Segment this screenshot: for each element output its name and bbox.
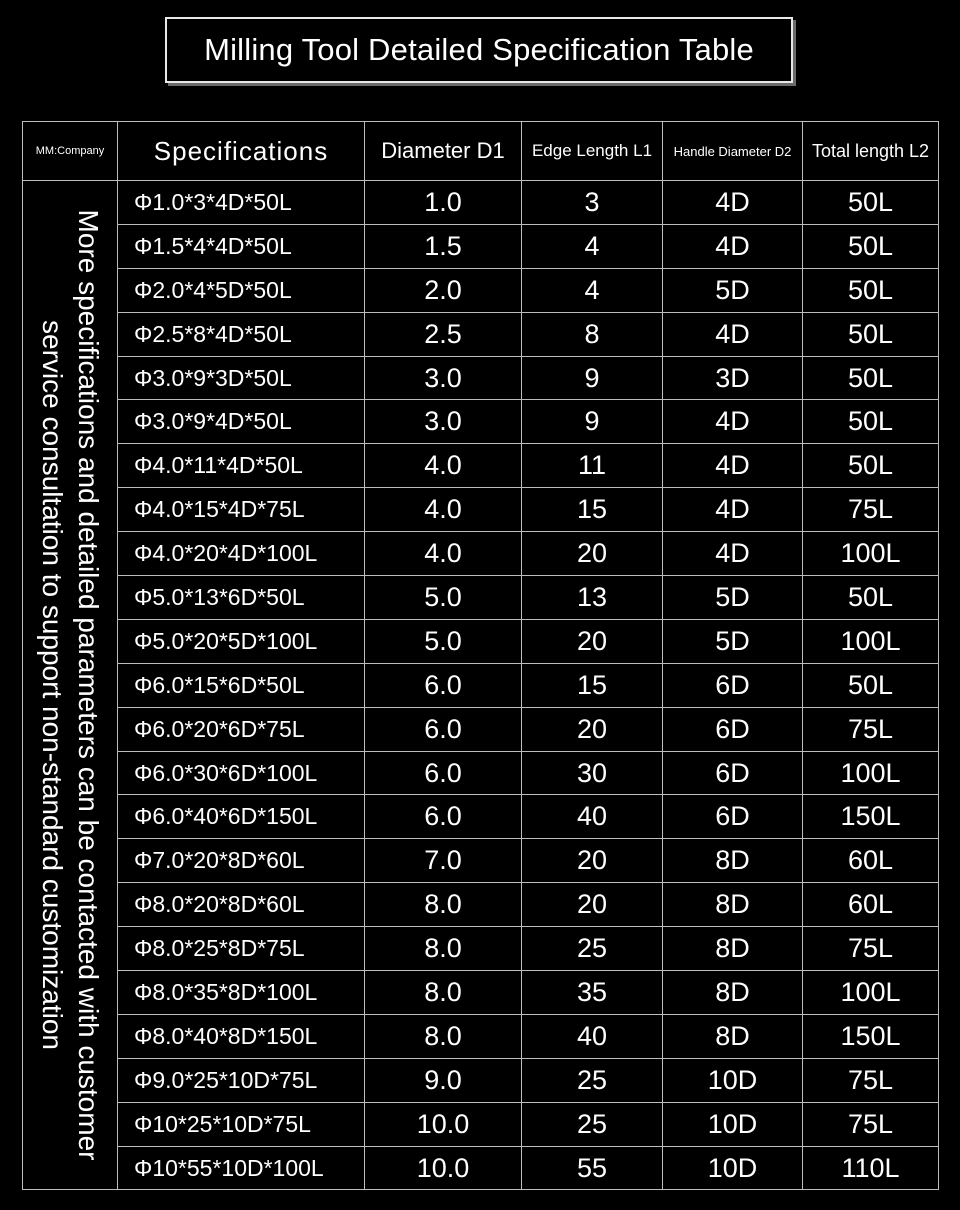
cell-handle-diameter-d2: 4D: [663, 488, 803, 532]
cell-edge-length-l1: 40: [522, 795, 663, 839]
cell-diameter-d1: 8.0: [365, 927, 522, 971]
cell-total-length-l2: 75L: [803, 707, 939, 751]
cell-specification: Φ8.0*25*8D*75L: [118, 927, 365, 971]
cell-diameter-d1: 4.0: [365, 532, 522, 576]
cell-edge-length-l1: 4: [522, 268, 663, 312]
cell-edge-length-l1: 20: [522, 707, 663, 751]
cell-total-length-l2: 50L: [803, 400, 939, 444]
header-specifications: Specifications: [118, 122, 365, 181]
cell-diameter-d1: 4.0: [365, 444, 522, 488]
header-edge-length-l1: Edge Length L1: [522, 122, 663, 181]
table-row: [23, 1058, 939, 1102]
cell-diameter-d1: 2.5: [365, 312, 522, 356]
cell-edge-length-l1: 55: [522, 1146, 663, 1190]
table-row: [23, 268, 939, 312]
table-row: [23, 532, 939, 576]
header-total-length-l2: Total length L2: [803, 122, 939, 181]
spec-table: [22, 121, 939, 1190]
table-row: [23, 444, 939, 488]
cell-handle-diameter-d2: 10D: [663, 1146, 803, 1190]
table-row: [23, 619, 939, 663]
cell-total-length-l2: 50L: [803, 224, 939, 268]
table-row: [23, 356, 939, 400]
cell-edge-length-l1: 25: [522, 1058, 663, 1102]
cell-specification: Φ5.0*20*5D*100L: [118, 619, 365, 663]
table-row: [23, 883, 939, 927]
cell-diameter-d1: 6.0: [365, 751, 522, 795]
cell-edge-length-l1: 9: [522, 400, 663, 444]
cell-total-length-l2: 50L: [803, 576, 939, 620]
cell-total-length-l2: 50L: [803, 444, 939, 488]
cell-specification: Φ4.0*11*4D*50L: [118, 444, 365, 488]
cell-specification: Φ5.0*13*6D*50L: [118, 576, 365, 620]
cell-handle-diameter-d2: 8D: [663, 927, 803, 971]
cell-handle-diameter-d2: 4D: [663, 400, 803, 444]
cell-specification: Φ6.0*30*6D*100L: [118, 751, 365, 795]
cell-specification: Φ1.0*3*4D*50L: [118, 181, 365, 225]
cell-handle-diameter-d2: 8D: [663, 839, 803, 883]
cell-total-length-l2: 60L: [803, 839, 939, 883]
cell-diameter-d1: 8.0: [365, 883, 522, 927]
cell-specification: Φ6.0*20*6D*75L: [118, 707, 365, 751]
cell-edge-length-l1: 20: [522, 883, 663, 927]
cell-specification: Φ8.0*20*8D*60L: [118, 883, 365, 927]
table-row: [23, 1146, 939, 1190]
cell-handle-diameter-d2: 5D: [663, 576, 803, 620]
cell-edge-length-l1: 15: [522, 488, 663, 532]
cell-handle-diameter-d2: 6D: [663, 707, 803, 751]
cell-total-length-l2: 50L: [803, 663, 939, 707]
cell-specification: Φ6.0*40*6D*150L: [118, 795, 365, 839]
cell-specification: Φ9.0*25*10D*75L: [118, 1058, 365, 1102]
cell-handle-diameter-d2: 10D: [663, 1058, 803, 1102]
cell-total-length-l2: 60L: [803, 883, 939, 927]
cell-diameter-d1: 2.0: [365, 268, 522, 312]
table-row: [23, 927, 939, 971]
cell-edge-length-l1: 8: [522, 312, 663, 356]
cell-edge-length-l1: 3: [522, 181, 663, 225]
cell-diameter-d1: 7.0: [365, 839, 522, 883]
cell-edge-length-l1: 35: [522, 971, 663, 1015]
cell-specification: Φ3.0*9*3D*50L: [118, 356, 365, 400]
cell-total-length-l2: 75L: [803, 1058, 939, 1102]
cell-diameter-d1: 6.0: [365, 707, 522, 751]
cell-handle-diameter-d2: 6D: [663, 751, 803, 795]
table-row: [23, 795, 939, 839]
cell-diameter-d1: 10.0: [365, 1102, 522, 1146]
cell-edge-length-l1: 13: [522, 576, 663, 620]
cell-total-length-l2: 150L: [803, 1014, 939, 1058]
cell-handle-diameter-d2: 10D: [663, 1102, 803, 1146]
cell-diameter-d1: 1.0: [365, 181, 522, 225]
cell-handle-diameter-d2: 4D: [663, 444, 803, 488]
cell-diameter-d1: 8.0: [365, 1014, 522, 1058]
cell-diameter-d1: 9.0: [365, 1058, 522, 1102]
cell-specification: Φ10*55*10D*100L: [118, 1146, 365, 1190]
cell-handle-diameter-d2: 4D: [663, 224, 803, 268]
cell-total-length-l2: 75L: [803, 488, 939, 532]
cell-handle-diameter-d2: 6D: [663, 663, 803, 707]
cell-total-length-l2: 50L: [803, 356, 939, 400]
side-note-text: More specifications and detailed parameters can be contacted with customer service consultation to support non-standard customization: [37, 209, 104, 1161]
cell-total-length-l2: 50L: [803, 312, 939, 356]
cell-handle-diameter-d2: 5D: [663, 268, 803, 312]
title-text: Milling Tool Detailed Specification Table: [204, 32, 754, 67]
cell-specification: Φ2.5*8*4D*50L: [118, 312, 365, 356]
cell-specification: Φ10*25*10D*75L: [118, 1102, 365, 1146]
cell-handle-diameter-d2: 4D: [663, 532, 803, 576]
cell-diameter-d1: 4.0: [365, 488, 522, 532]
cell-edge-length-l1: 25: [522, 927, 663, 971]
table-row: [23, 488, 939, 532]
table-row: [23, 971, 939, 1015]
cell-edge-length-l1: 11: [522, 444, 663, 488]
cell-handle-diameter-d2: 8D: [663, 1014, 803, 1058]
table-row: [23, 707, 939, 751]
cell-diameter-d1: 5.0: [365, 576, 522, 620]
table-row: [23, 751, 939, 795]
cell-edge-length-l1: 20: [522, 619, 663, 663]
cell-handle-diameter-d2: 8D: [663, 971, 803, 1015]
table-row: [23, 181, 939, 225]
cell-handle-diameter-d2: 5D: [663, 619, 803, 663]
cell-specification: Φ8.0*40*8D*150L: [118, 1014, 365, 1058]
table-row: [23, 1014, 939, 1058]
cell-edge-length-l1: 25: [522, 1102, 663, 1146]
table-row: [23, 312, 939, 356]
cell-total-length-l2: 100L: [803, 751, 939, 795]
cell-edge-length-l1: 30: [522, 751, 663, 795]
cell-specification: Φ2.0*4*5D*50L: [118, 268, 365, 312]
cell-edge-length-l1: 40: [522, 1014, 663, 1058]
page-title: [165, 17, 793, 83]
cell-handle-diameter-d2: 3D: [663, 356, 803, 400]
cell-diameter-d1: 6.0: [365, 795, 522, 839]
header-diameter-d1: Diameter D1: [365, 122, 522, 181]
cell-total-length-l2: 50L: [803, 181, 939, 225]
cell-diameter-d1: 3.0: [365, 356, 522, 400]
cell-handle-diameter-d2: 6D: [663, 795, 803, 839]
cell-edge-length-l1: 9: [522, 356, 663, 400]
cell-edge-length-l1: 4: [522, 224, 663, 268]
cell-specification: Φ6.0*15*6D*50L: [118, 663, 365, 707]
table-row: [23, 400, 939, 444]
cell-total-length-l2: 100L: [803, 532, 939, 576]
cell-edge-length-l1: 20: [522, 839, 663, 883]
cell-specification: Φ4.0*20*4D*100L: [118, 532, 365, 576]
header-handle-diameter-d2: Handle Diameter D2: [663, 122, 803, 181]
cell-total-length-l2: 110L: [803, 1146, 939, 1190]
table-body: [23, 181, 939, 1190]
header-row: [23, 122, 939, 181]
cell-diameter-d1: 6.0: [365, 663, 522, 707]
cell-total-length-l2: 100L: [803, 971, 939, 1015]
cell-edge-length-l1: 20: [522, 532, 663, 576]
cell-specification: Φ4.0*15*4D*75L: [118, 488, 365, 532]
cell-total-length-l2: 50L: [803, 268, 939, 312]
table-row: [23, 839, 939, 883]
cell-handle-diameter-d2: 8D: [663, 883, 803, 927]
cell-diameter-d1: 5.0: [365, 619, 522, 663]
table-row: [23, 1102, 939, 1146]
table-row: [23, 224, 939, 268]
cell-diameter-d1: 10.0: [365, 1146, 522, 1190]
table-row: [23, 663, 939, 707]
cell-handle-diameter-d2: 4D: [663, 181, 803, 225]
cell-diameter-d1: 8.0: [365, 971, 522, 1015]
cell-diameter-d1: 1.5: [365, 224, 522, 268]
cell-edge-length-l1: 15: [522, 663, 663, 707]
cell-total-length-l2: 100L: [803, 619, 939, 663]
cell-diameter-d1: 3.0: [365, 400, 522, 444]
cell-specification: Φ1.5*4*4D*50L: [118, 224, 365, 268]
cell-total-length-l2: 75L: [803, 1102, 939, 1146]
table-row: [23, 576, 939, 620]
cell-specification: Φ7.0*20*8D*60L: [118, 839, 365, 883]
cell-total-length-l2: 150L: [803, 795, 939, 839]
cell-total-length-l2: 75L: [803, 927, 939, 971]
cell-specification: Φ8.0*35*8D*100L: [118, 971, 365, 1015]
cell-specification: Φ3.0*9*4D*50L: [118, 400, 365, 444]
header-company: MM:Company: [23, 122, 118, 181]
cell-handle-diameter-d2: 4D: [663, 312, 803, 356]
side-note-cell: [23, 181, 118, 1190]
